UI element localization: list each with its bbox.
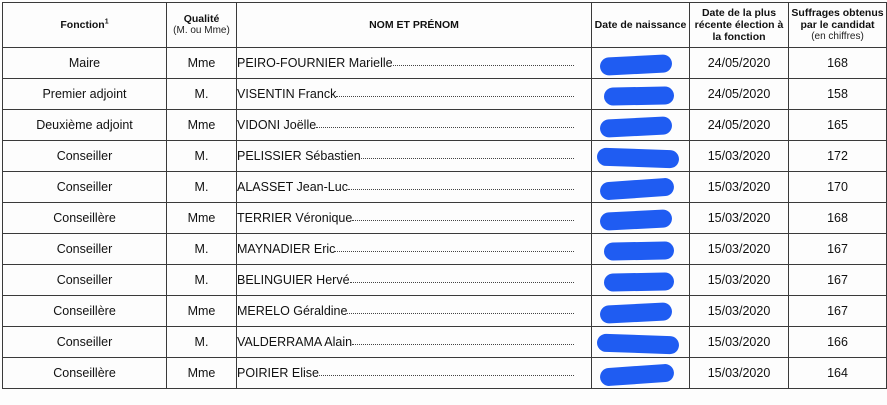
cell-election-date: 15/03/2020 — [690, 296, 789, 327]
table-row — [3, 172, 887, 203]
name-text: VIDONI Joëlle — [237, 118, 317, 132]
cell-naissance — [592, 234, 690, 265]
name-text: POIRIER Elise — [237, 366, 319, 380]
redaction-mark — [599, 177, 674, 200]
cell-fonction: Conseillère — [3, 296, 167, 327]
header-election: Date de la plus récente élection à la fonction — [690, 3, 789, 48]
name-text: MAYNADIER Eric — [237, 242, 336, 256]
name-text: MERELO Géraldine — [237, 304, 348, 318]
table-row — [3, 234, 887, 265]
dotted-leader — [316, 126, 574, 128]
dotted-leader — [352, 343, 574, 345]
cell-election-date: 15/03/2020 — [690, 141, 789, 172]
cell-suffrages: 166 — [789, 327, 887, 358]
cell-fonction: Conseiller — [3, 327, 167, 358]
cell-nom — [237, 358, 592, 389]
cell-election-date: 15/03/2020 — [690, 265, 789, 296]
dotted-leader — [335, 250, 574, 252]
cell-election-date: 24/05/2020 — [690, 48, 789, 79]
cell-fonction: Conseiller — [3, 172, 167, 203]
cell-suffrages: 168 — [789, 203, 887, 234]
table-row — [3, 203, 887, 234]
redaction-mark — [604, 241, 674, 260]
cell-fonction: Conseiller — [3, 265, 167, 296]
redaction-mark — [604, 272, 674, 291]
name-text: VALDERRAMA Alain — [237, 335, 353, 349]
table-row — [3, 79, 887, 110]
header-qualite-sub: (M. ou Mme) — [173, 25, 230, 36]
cell-suffrages: 167 — [789, 296, 887, 327]
footnote-marker: 1 — [104, 18, 109, 26]
header-nom: NOM ET PRÉNOM — [237, 3, 592, 48]
cell-naissance — [592, 296, 690, 327]
table-row — [3, 265, 887, 296]
cell-suffrages: 167 — [789, 234, 887, 265]
cell-qualite: Mme — [167, 358, 237, 389]
cell-naissance — [592, 203, 690, 234]
cell-qualite: M. — [167, 265, 237, 296]
dotted-leader — [361, 157, 574, 159]
cell-nom — [237, 172, 592, 203]
name-text: TERRIER Véronique — [237, 211, 353, 225]
table-row — [3, 296, 887, 327]
name-text: ALASSET Jean-Luc — [237, 180, 348, 194]
redaction-mark — [600, 209, 673, 231]
cell-naissance — [592, 48, 690, 79]
cell-fonction: Premier adjoint — [3, 79, 167, 110]
dotted-leader — [350, 281, 574, 283]
name-text: PEIRO-FOURNIER Marielle — [237, 56, 393, 70]
cell-fonction: Conseiller — [3, 141, 167, 172]
table-row — [3, 110, 887, 141]
cell-qualite: M. — [167, 141, 237, 172]
table-row — [3, 141, 887, 172]
cell-suffrages: 165 — [789, 110, 887, 141]
name-text: BELINGUIER Hervé — [237, 273, 350, 287]
table-header-row — [3, 3, 887, 48]
header-qualite: Qualité (M. ou Mme) — [167, 3, 237, 48]
cell-naissance — [592, 172, 690, 203]
redaction-mark — [597, 334, 680, 355]
cell-suffrages: 164 — [789, 358, 887, 389]
cell-fonction: Conseiller — [3, 234, 167, 265]
cell-suffrages: 158 — [789, 79, 887, 110]
cell-nom — [237, 79, 592, 110]
redaction-mark — [597, 148, 680, 169]
cell-election-date: 15/03/2020 — [690, 172, 789, 203]
cell-nom — [237, 110, 592, 141]
dotted-leader — [336, 95, 574, 97]
cell-election-date: 24/05/2020 — [690, 79, 789, 110]
elected-officials-table — [2, 2, 887, 389]
cell-nom — [237, 234, 592, 265]
table-row — [3, 48, 887, 79]
cell-naissance — [592, 110, 690, 141]
header-suffrages: Suffrages obtenus par le candidat (en chiffres) — [789, 3, 887, 48]
cell-nom — [237, 327, 592, 358]
cell-qualite: M. — [167, 172, 237, 203]
cell-qualite: M. — [167, 234, 237, 265]
redaction-mark — [600, 54, 673, 76]
table-row — [3, 358, 887, 389]
cell-suffrages: 167 — [789, 265, 887, 296]
dotted-leader — [347, 312, 574, 314]
cell-election-date: 15/03/2020 — [690, 234, 789, 265]
cell-nom — [237, 48, 592, 79]
cell-fonction: Conseillère — [3, 358, 167, 389]
cell-naissance — [592, 327, 690, 358]
cell-election-date: 24/05/2020 — [690, 110, 789, 141]
cell-qualite: Mme — [167, 110, 237, 141]
cell-fonction: Maire — [3, 48, 167, 79]
cell-qualite: Mme — [167, 296, 237, 327]
cell-election-date: 15/03/2020 — [690, 358, 789, 389]
cell-qualite: M. — [167, 327, 237, 358]
header-suffrages-sub: (en chiffres) — [811, 31, 864, 42]
cell-qualite: M. — [167, 79, 237, 110]
cell-qualite: Mme — [167, 203, 237, 234]
name-text: PELISSIER Sébastien — [237, 149, 361, 163]
cell-election-date: 15/03/2020 — [690, 327, 789, 358]
dotted-leader — [348, 188, 574, 190]
dotted-leader — [352, 219, 574, 221]
dotted-leader — [319, 374, 574, 376]
redaction-mark — [600, 302, 673, 324]
cell-suffrages: 170 — [789, 172, 887, 203]
header-fonction: Fonction$^1$ — [3, 3, 167, 48]
cell-qualite: Mme — [167, 48, 237, 79]
cell-naissance — [592, 141, 690, 172]
cell-nom — [237, 296, 592, 327]
cell-suffrages: 172 — [789, 141, 887, 172]
redaction-mark — [599, 363, 674, 386]
name-text: VISENTIN Franck — [237, 87, 337, 101]
cell-fonction: Conseillère — [3, 203, 167, 234]
redaction-mark — [600, 116, 673, 138]
dotted-leader — [393, 64, 574, 66]
cell-nom — [237, 265, 592, 296]
redaction-mark — [604, 86, 674, 105]
cell-naissance — [592, 358, 690, 389]
cell-nom — [237, 141, 592, 172]
cell-election-date: 15/03/2020 — [690, 203, 789, 234]
cell-naissance — [592, 79, 690, 110]
table-row — [3, 327, 887, 358]
cell-fonction: Deuxième adjoint — [3, 110, 167, 141]
cell-suffrages: 168 — [789, 48, 887, 79]
header-naissance: Date de naissance — [592, 3, 690, 48]
cell-nom — [237, 203, 592, 234]
cell-naissance — [592, 265, 690, 296]
